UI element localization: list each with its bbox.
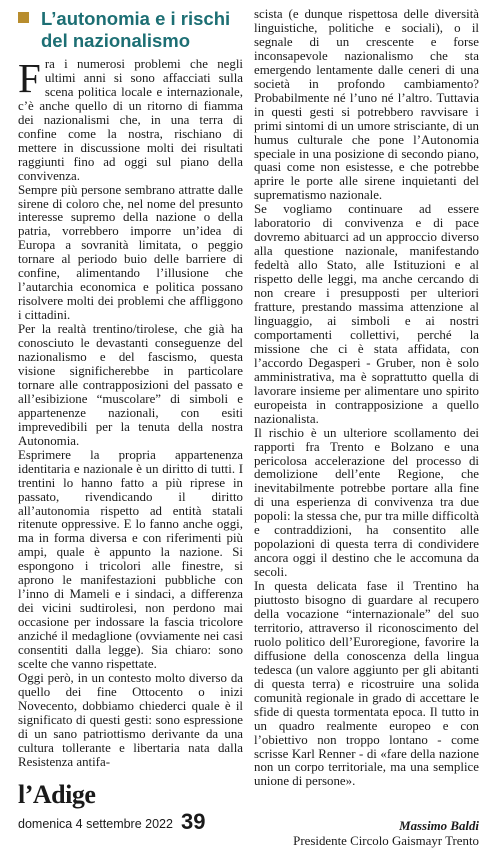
article-column-left bbox=[18, 55, 243, 770]
article-paragraph bbox=[18, 55, 243, 184]
paragraph-text: ra i numerosi problemi che negli ultimi anni si sono affacciati sulla scena politica locale e internazionale, c’è anche quello di un ritorno di fiamma dei nazionalismi che, in una terra di confine come la nostra, rischiano di mettere in discussione molti dei risultati raggiunti fino ad oggi sul piano della convivenza. bbox=[18, 57, 243, 183]
article-paragraph: Se vogliamo continuare ad essere laboratorio di convivenza e di pace dovremo abituarci ad un approccio diverso alla questione nazionale, manifestando fedeltà allo Stato, alle Istituzioni e al rispetto delle leggi, ma anche cercando di non creare i presupposti per ulteriori fratture, prestando massima attenzione al linguaggio, ai simboli e ai nostri comportamenti collettivi, perché la missione che ci è stata affidata, con l’accordo Degasperi - Gruber, non è solo amministrativa, ma è soprattutto quella di lavorare insieme per alimentare uno spirito europeista in contrapposizione a quello nazionalista. bbox=[254, 202, 479, 426]
author-name: Massimo Baldi bbox=[399, 819, 479, 833]
article-paragraph: In questa delicata fase il Trentino ha piuttosto bisogno di guardare al recupero della vocazione “internazionale” del suo territorio, attraverso il riconoscimento del ruolo politico dell’Euroregione, favorire la diffusione della conoscenza della lingua tedesca (un valore aggiunto per gli abitanti di questa terra) e ricostruire una solida comunità regionale in grado di accettare le sfide di questa tormentata epoca. Il tutto in un quadro realmente europeo e con l’obiettivo non troppo lontano - come scrisse Karl Renner - di «fare della nazione non un corpo territoriale, ma una semplice unione di persone». bbox=[254, 579, 479, 789]
article-paragraph: Oggi però, in un contesto molto diverso da quello dei fine Ottocento o inizi Novecento, dobbiamo chiederci quale è il significato di questi gesti: sono espressione di un sano patriottismo derivante da una cultura tollerante e libertaria nata dalla Resistenza antifa- bbox=[18, 670, 243, 769]
article-paragraph: Sempre più persone sembrano attratte dalle sirene di coloro che, nel nome del presunto interesse supremo della nazione o della patria, vorrebbero imporre un’idea di Europa a sovranità limitata, o peggio tornare al periodo buio delle barriere di confine, alimentando l’illusione che l’autarchia economica e politica possano risolvere molti dei problemi che affliggono i cittadini. bbox=[18, 182, 243, 323]
author-role: Presidente Circolo Gaismayr Trento bbox=[293, 834, 479, 848]
drop-cap: F bbox=[18, 55, 41, 101]
title-square-marker bbox=[18, 12, 29, 23]
article-paragraph: Il rischio è un ulteriore scollamento dei rapporti fra Trento e Bolzano e una pericolosa accelerazione del processo di demolizione dell’ente Regione, che inevitabilmente potrebbe portare alla fine di una esperienza di convivenza tra due popoli: la stessa che, pur tra mille difficoltà e contraddizioni, ha consentito alle popolazioni di questa terra di condividere ancora oggi il destino che le accomuna da secoli. bbox=[254, 425, 479, 580]
footer-dateline bbox=[18, 811, 243, 835]
author-signature bbox=[249, 819, 479, 849]
page-number: 39 bbox=[181, 809, 206, 834]
article-paragraph: Esprimere la propria appartenenza identitaria e nazionale è un diritto di tutti. I trentini lo hanno fatto a più riprese in passato, rivendicando il diritto all’autonomia rispetto ad entità statali ritenute oppressive. E lo fanno anche oggi, ma in forma diversa e con riferimenti più ampi, quale è appunto la nazione. Si espongono i tricolori alle finestre, si aprono le manifestazioni pubbliche con l’inno di Mameli e i sindaci, a differenza dei vicini sudtirolesi, non perdono mai occasione per indossare la fascia tricolore anziché il medaglione (ovviamente nei casi consentiti dalla legge). Sia chiaro: sono scelte che vanno rispettate. bbox=[18, 447, 243, 671]
newspaper-logo: l’Adige bbox=[18, 780, 96, 809]
page-footer bbox=[18, 781, 243, 835]
article-title: L’autonomia e i rischi del nazionalismo bbox=[41, 8, 231, 51]
article-paragraph: Per la realtà trentino/tirolese, che già ha conosciuto le devastanti conseguenze del nazionalismo e del fascismo, questa visione significherebbe in particolare tornare alle contrapposizioni del passato e all’esibizione “muscolare” di simboli e appartenenze nazionali, con esiti imprevedibili per la tenuta della nostra Autonomia. bbox=[18, 322, 243, 448]
article-paragraph: scista (e dunque rispettosa delle diversità linguistiche, politiche e sociali), o il segnale di un crescente e forse inconsapevole nazionalismo che sta emergendo lentamente dalle ceneri di una società in profondo cambiamento? Probabilmente né l’uno né l’altro. Tuttavia in questi gesti si potrebbero ravvisare i primi sintomi di un umore strisciante, di un humus culturale che pone l’Autonomia speciale in una posizione di secondo piano, quasi come non esistesse, e che potrebbe aprire le porte alle sirene inquietanti del suprematismo nazionale. bbox=[254, 7, 479, 203]
article-column-right bbox=[254, 8, 479, 789]
article-header bbox=[18, 8, 243, 52]
publication-date: domenica 4 settembre 2022 bbox=[18, 817, 173, 831]
